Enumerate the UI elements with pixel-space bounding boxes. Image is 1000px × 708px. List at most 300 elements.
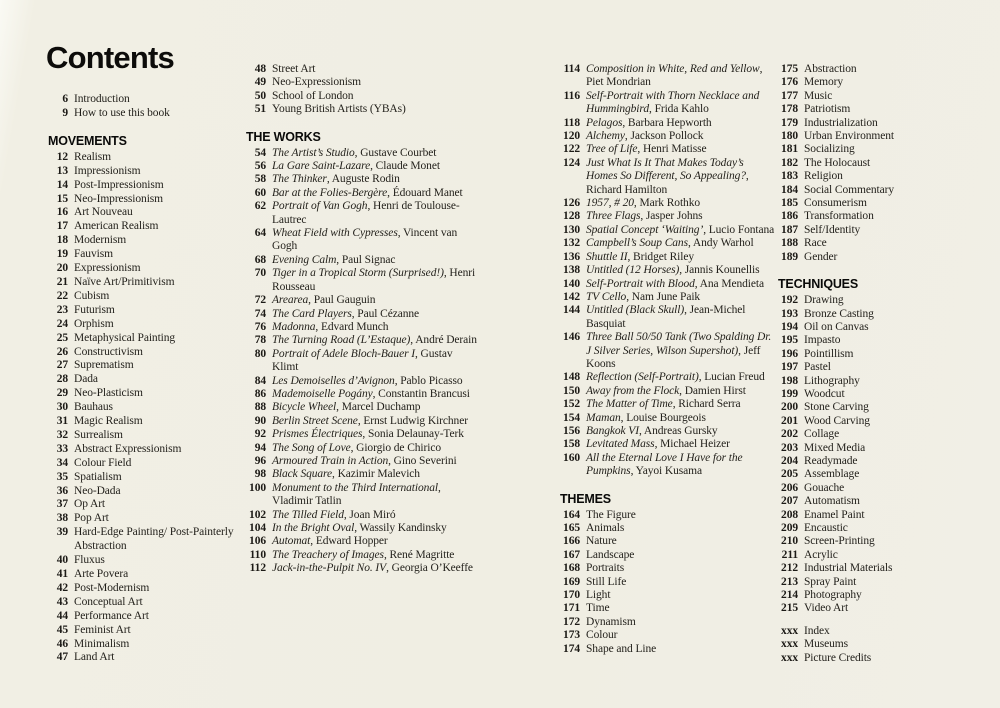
page-number: 209 — [781, 522, 798, 534]
entry-label: Performance Art — [74, 609, 149, 622]
toc-entry — [48, 596, 248, 610]
entry-label: Minimalism — [74, 637, 130, 650]
toc-entry — [246, 428, 478, 441]
toc-entry — [48, 346, 248, 360]
toc-entry — [778, 321, 992, 334]
entry-label: Animals — [586, 522, 625, 534]
toc-entry — [560, 522, 776, 535]
toc-entry — [778, 468, 992, 481]
toc-entry — [560, 63, 776, 90]
page-number: 142 — [563, 290, 580, 303]
toc-entry — [560, 143, 776, 156]
entry-label: Conceptual Art — [74, 595, 143, 608]
entry-label: Neo-Expressionism — [272, 76, 362, 89]
page-number: 193 — [781, 307, 798, 320]
page-number: 177 — [781, 89, 798, 102]
toc-block — [246, 131, 478, 576]
entry-label: Orphism — [74, 317, 114, 330]
toc-entry — [48, 485, 248, 499]
page-number: xxx — [781, 638, 798, 651]
page-number: 60 — [254, 186, 266, 199]
page-number: 211 — [781, 548, 798, 561]
toc-entry — [560, 589, 776, 602]
toc-entry — [778, 576, 992, 589]
entry-label: Gender — [804, 250, 838, 263]
entry-label: Photography — [804, 589, 862, 602]
entry-label: Time — [586, 602, 610, 615]
toc-entry — [246, 535, 478, 548]
toc-entry — [48, 610, 248, 624]
entry-label: Dynamism — [586, 615, 636, 628]
entry-label: School of London — [272, 89, 354, 102]
page-number: 169 — [563, 575, 580, 588]
page-number: 122 — [563, 143, 580, 156]
entry-label: Futurism — [74, 303, 115, 316]
page-number: 40 — [56, 554, 68, 567]
entry-label: Spatialism — [74, 470, 122, 483]
page-number: 178 — [781, 103, 798, 116]
page-number: 20 — [56, 262, 68, 275]
entry-label: Industrial Materials — [804, 562, 893, 575]
toc-entry — [560, 509, 776, 522]
toc-entry — [560, 629, 776, 642]
page-number: 156 — [563, 424, 580, 437]
toc-entry — [246, 482, 478, 509]
entry-label: Arearea, Paul Gauguin — [272, 294, 376, 307]
entry-label: Modernism — [74, 234, 127, 247]
page-number: 37 — [56, 498, 68, 511]
page-number: 100 — [249, 481, 266, 494]
toc-entry — [246, 468, 478, 481]
page-number: 176 — [781, 76, 798, 89]
page-number: 138 — [563, 264, 580, 277]
page-number: 18 — [56, 234, 68, 247]
toc-entry — [48, 262, 248, 276]
toc-entry — [246, 187, 478, 200]
toc-entry — [778, 442, 992, 455]
page-number: 187 — [781, 223, 798, 236]
page-number: 74 — [254, 307, 266, 320]
toc-entry — [48, 415, 248, 429]
page-number: 124 — [563, 156, 580, 169]
entry-label: Naïve Art/Primitivism — [74, 275, 175, 288]
toc-entry — [560, 576, 776, 589]
toc-entry — [560, 264, 776, 277]
page-number: 130 — [563, 223, 580, 236]
entry-label: In the Bright Oval, Wassily Kandinsky — [272, 522, 447, 534]
page-number: 35 — [56, 470, 68, 483]
entry-label: Screen-Printing — [804, 535, 875, 548]
entry-label: Realism — [74, 150, 111, 163]
entry-label: Neo-Dada — [74, 484, 121, 497]
toc-entry — [48, 165, 248, 179]
entry-label: Evening Calm, Paul Signac — [272, 253, 396, 266]
entry-label: Madonna, Edvard Munch — [272, 320, 389, 333]
page-number: 198 — [781, 374, 798, 387]
page-number: 110 — [249, 548, 266, 561]
page-number: 42 — [56, 581, 68, 594]
page-number: 13 — [56, 164, 68, 177]
entry-label: American Realism — [74, 220, 159, 233]
page-number: 112 — [249, 562, 266, 575]
page-number: 46 — [56, 637, 68, 650]
toc-entry — [778, 143, 992, 156]
page-number: 195 — [781, 334, 798, 347]
entry-label: Levitated Mass, Michael Heizer — [586, 438, 730, 451]
toc-entry — [778, 401, 992, 414]
toc-entry — [246, 522, 478, 535]
page-number: 48 — [254, 63, 266, 75]
entry-label: How to use this book — [74, 106, 170, 119]
toc-entry — [560, 331, 776, 371]
entry-label: Enamel Paint — [804, 508, 865, 521]
entry-label: Oil on Canvas — [804, 320, 869, 333]
page-number: 30 — [56, 401, 68, 414]
toc-entry — [246, 348, 478, 375]
toc-entry — [48, 471, 248, 485]
entry-label: Shuttle II, Bridget Riley — [586, 250, 695, 263]
page-number: 16 — [56, 206, 68, 219]
entry-label: Portrait of Adele Bloch-Bauer I, Gustav Klimt — [272, 347, 453, 374]
toc-entry — [778, 625, 992, 638]
page-number: 96 — [254, 454, 266, 467]
page-number: 116 — [563, 89, 580, 102]
entry-label: Op Art — [74, 498, 106, 511]
toc-entry — [778, 90, 992, 103]
page-number: 175 — [781, 63, 798, 75]
page-number: 12 — [56, 150, 68, 163]
entry-label: Assemblage — [804, 468, 860, 481]
entry-label: Untitled (Black Skull), Jean-Michel Basquiat — [586, 304, 746, 330]
toc-entry — [778, 455, 992, 468]
page-number: 80 — [254, 347, 266, 360]
page-number: 56 — [254, 160, 266, 173]
toc-entry — [48, 107, 248, 121]
toc-entry — [48, 248, 248, 262]
page-number: 31 — [56, 415, 68, 428]
page-number: 19 — [56, 248, 68, 261]
page-number: 62 — [254, 200, 266, 213]
page-number: 158 — [563, 438, 580, 451]
page-number: 204 — [781, 454, 798, 467]
entry-label: Still Life — [586, 575, 627, 588]
entry-label: Pointillism — [804, 347, 854, 360]
toc-entry — [246, 455, 478, 468]
page-number: 179 — [781, 116, 798, 129]
entry-label: Museums — [804, 638, 849, 651]
toc-entry — [48, 443, 248, 457]
toc-entry — [778, 76, 992, 89]
page-number: 90 — [254, 414, 266, 427]
entry-label: Shape and Line — [586, 642, 657, 655]
page-number: 9 — [62, 106, 68, 119]
entry-label: Music — [804, 89, 833, 102]
toc-block — [778, 63, 992, 264]
toc-entry — [48, 651, 248, 665]
page-number: 202 — [781, 428, 798, 441]
toc-column-4 — [778, 63, 992, 665]
page-number: 78 — [254, 334, 266, 347]
entry-label: Portrait of Van Gogh, Henri de Toulouse-Lautrec — [272, 200, 460, 226]
toc-entry — [48, 234, 248, 248]
toc-entry — [48, 568, 248, 582]
page-number: 200 — [781, 401, 798, 414]
entry-label: Encaustic — [804, 522, 848, 534]
toc-entry — [48, 582, 248, 596]
entry-label: Picture Credits — [804, 651, 872, 664]
entry-label: Mademoiselle Pogány, Constantin Brancusi — [272, 387, 470, 400]
page-number: 98 — [254, 468, 266, 481]
entry-label: Fauvism — [74, 248, 113, 261]
page-number: 106 — [249, 535, 266, 548]
page-number: 92 — [254, 428, 266, 441]
entry-label: Pelagos, Barbara Hepworth — [586, 116, 712, 129]
entry-label: The Turning Road (L’Estaque), André Derain — [272, 334, 477, 347]
page-number: 29 — [56, 387, 68, 400]
toc-entry — [778, 237, 992, 250]
toc-entry — [48, 179, 248, 193]
page-number: 148 — [563, 371, 580, 384]
entry-label: Maman, Louise Bourgeois — [586, 411, 706, 424]
toc-entry — [246, 308, 478, 321]
entry-label: Dada — [74, 373, 98, 386]
entry-label: Black Square, Kazimir Malevich — [272, 468, 420, 481]
entry-label: The Matter of Time, Richard Serra — [586, 398, 741, 411]
toc-entry — [778, 482, 992, 495]
toc-entry — [246, 254, 478, 267]
entry-label: TV Cello, Nam June Paik — [586, 290, 701, 303]
entry-label: Video Art — [804, 602, 849, 615]
toc-entry — [778, 294, 992, 307]
page-number: 21 — [56, 275, 68, 288]
page-number: 68 — [254, 253, 266, 266]
page-number: 126 — [563, 197, 580, 210]
toc-entry — [48, 429, 248, 443]
page-number: 22 — [56, 289, 68, 302]
toc-entry — [48, 290, 248, 304]
entry-label: Land Art — [74, 651, 115, 664]
entry-label: Bangkok VI, Andreas Gursky — [586, 424, 718, 437]
page-number: 166 — [563, 535, 580, 548]
section-heading: THE WORKS — [246, 129, 321, 144]
entry-label: Reflection (Self-Portrait), Lucian Freud — [586, 371, 765, 384]
toc-entry — [246, 321, 478, 334]
toc-entry — [560, 210, 776, 223]
page-number: 76 — [254, 320, 266, 333]
toc-entry — [48, 304, 248, 318]
entry-label: Religion — [804, 170, 843, 183]
page-number: 146 — [563, 331, 580, 344]
page-number: 39 — [56, 526, 68, 539]
entry-label: Bauhaus — [74, 401, 113, 414]
toc-column-1 — [48, 93, 248, 665]
toc-entry — [246, 549, 478, 562]
toc-entry — [778, 334, 992, 347]
toc-entry — [48, 332, 248, 346]
page-number: 36 — [56, 484, 68, 497]
entry-label: Expressionism — [74, 262, 141, 275]
toc-block — [778, 625, 992, 665]
toc-entry — [778, 130, 992, 143]
entry-label: Patriotism — [804, 103, 851, 116]
entry-label: The Tilled Field, Joan Miró — [272, 508, 396, 521]
toc-entry — [778, 602, 992, 615]
page-number: 180 — [781, 130, 798, 143]
toc-entry — [778, 197, 992, 210]
toc-entry — [560, 90, 776, 117]
entry-label: All the Eternal Love I Have for the Pumpkins, Yayoi Kusama — [586, 451, 743, 478]
page-number: 45 — [56, 623, 68, 636]
toc-entry — [246, 442, 478, 455]
toc-entry — [778, 652, 992, 665]
toc-entry — [778, 375, 992, 388]
entry-label: The Card Players, Paul Cézanne — [272, 307, 420, 320]
page-number: 17 — [56, 220, 68, 233]
entry-label: The Song of Love, Giorgio de Chirico — [272, 441, 441, 454]
toc-entry — [778, 210, 992, 223]
entry-label: Impasto — [804, 334, 841, 347]
entry-label: Composition in White, Red and Yellow, Piet Mondrian — [586, 63, 763, 89]
toc-entry — [778, 522, 992, 535]
entry-label: La Gare Saint-Lazare, Claude Monet — [272, 160, 440, 173]
toc-entry — [48, 318, 248, 332]
entry-label: Abstraction — [804, 63, 857, 75]
entry-label: Just What Is It That Makes Today’s Homes So Different, So Appealing?, Richard Hamilton — [586, 156, 749, 196]
entry-label: Post-Modernism — [74, 581, 150, 594]
page-number: 47 — [56, 651, 68, 664]
page-number: 165 — [563, 522, 580, 534]
toc-entry — [48, 512, 248, 526]
page-number: 44 — [56, 609, 68, 622]
toc-entry — [778, 562, 992, 575]
entry-label: Drawing — [804, 294, 844, 307]
entry-label: Self-Portrait with Blood, Ana Mendieta — [586, 277, 764, 290]
page-number: 215 — [781, 602, 798, 615]
entry-label: Les Demoiselles d’Avignon, Pablo Picasso — [272, 374, 463, 387]
toc-entry — [246, 375, 478, 388]
entry-label: Jack-in-the-Pulpit No. IV, Georgia O’Keeffe — [272, 562, 473, 575]
toc-entry — [560, 452, 776, 479]
toc-entry — [560, 425, 776, 438]
entry-label: Self/Identity — [804, 223, 861, 236]
entry-label: Bronze Casting — [804, 307, 874, 320]
page-number: 114 — [563, 63, 580, 75]
toc-entry — [778, 638, 992, 651]
toc-entry — [560, 412, 776, 425]
entry-label: Social Commentary — [804, 183, 894, 196]
toc-entry — [246, 90, 478, 103]
toc-entry — [48, 498, 248, 512]
page-number: 194 — [781, 320, 798, 333]
entry-label: Neo-Impressionism — [74, 192, 164, 205]
entry-label: Automatism — [804, 495, 860, 508]
entry-label: The Figure — [586, 508, 636, 521]
entry-label: Street Art — [272, 63, 316, 75]
entry-label: The Artist’s Studio, Gustave Courbet — [272, 146, 437, 159]
entry-label: Art Nouveau — [74, 206, 133, 219]
entry-label: Bar at the Folies-Bergère, Édouard Manet — [272, 186, 463, 199]
toc-entry — [246, 173, 478, 186]
entry-label: Collage — [804, 428, 840, 441]
entry-label: Light — [586, 589, 611, 602]
entry-label: Spray Paint — [804, 575, 857, 588]
toc-entry — [778, 415, 992, 428]
page-number: 58 — [254, 173, 266, 186]
page-number: 120 — [563, 130, 580, 143]
toc-entry — [778, 63, 992, 76]
entry-label: Self-Portrait with Thorn Necklace and Hummingbird, Frida Kahlo — [586, 89, 760, 116]
entry-label: Automat, Edward Hopper — [272, 535, 388, 548]
toc-entry — [778, 103, 992, 116]
page-number: 164 — [563, 508, 580, 521]
page-number: 214 — [781, 589, 798, 602]
toc-entry — [560, 562, 776, 575]
toc-entry — [48, 359, 248, 373]
toc-entry — [246, 200, 478, 227]
page-number: 196 — [781, 347, 798, 360]
entry-label: Tree of Life, Henri Matisse — [586, 143, 707, 156]
page-number: 34 — [56, 456, 68, 469]
toc-column-3 — [560, 63, 776, 656]
entry-label: Socializing — [804, 143, 855, 156]
page-number: 23 — [56, 303, 68, 316]
toc-entry — [48, 93, 248, 107]
toc-entry — [560, 157, 776, 197]
page-number: 188 — [781, 237, 798, 250]
entry-label: Surrealism — [74, 428, 123, 441]
page-number: 128 — [563, 210, 580, 223]
page-number: 207 — [781, 495, 798, 508]
toc-entry — [560, 197, 776, 210]
toc-entry — [560, 130, 776, 143]
page-number: 118 — [563, 116, 580, 129]
toc-entry — [778, 428, 992, 441]
page-number: 197 — [781, 361, 798, 374]
page-number: 132 — [563, 237, 580, 250]
toc-entry — [778, 509, 992, 522]
toc-entry — [560, 291, 776, 304]
page-number: xxx — [781, 651, 798, 664]
entry-label: Neo-Plasticism — [74, 387, 143, 400]
page-number: 136 — [563, 250, 580, 263]
entry-label: Stone Carving — [804, 401, 869, 414]
page-number: 167 — [563, 548, 580, 561]
entry-label: Consumerism — [804, 197, 867, 210]
toc-entry — [560, 117, 776, 130]
toc-entry — [246, 160, 478, 173]
page-number: 173 — [563, 629, 580, 642]
entry-label: Feminist Art — [74, 623, 131, 636]
page-number: 38 — [56, 512, 68, 525]
toc-entry — [48, 151, 248, 165]
toc-entry — [48, 220, 248, 234]
entry-label: Impressionism — [74, 164, 141, 177]
section-heading: TECHNIQUES — [778, 277, 858, 292]
toc-entry — [560, 643, 776, 656]
toc-entry — [48, 276, 248, 290]
entry-label: Young British Artists (YBAs) — [272, 103, 406, 116]
page-number: 184 — [781, 183, 798, 196]
entry-label: Readymade — [804, 454, 858, 467]
entry-label: Three Ball 50/50 Tank (Two Spalding Dr. J Silver Series, Wilson Supershot), Jeff Koons — [586, 331, 772, 370]
page-number: 181 — [781, 143, 798, 156]
toc-entry — [560, 549, 776, 562]
entry-label: Constructivism — [74, 345, 143, 358]
toc-entry — [246, 388, 478, 401]
entry-label: Industrialization — [804, 116, 878, 129]
toc-entry — [48, 638, 248, 652]
entry-label: Metaphysical Painting — [74, 331, 176, 344]
